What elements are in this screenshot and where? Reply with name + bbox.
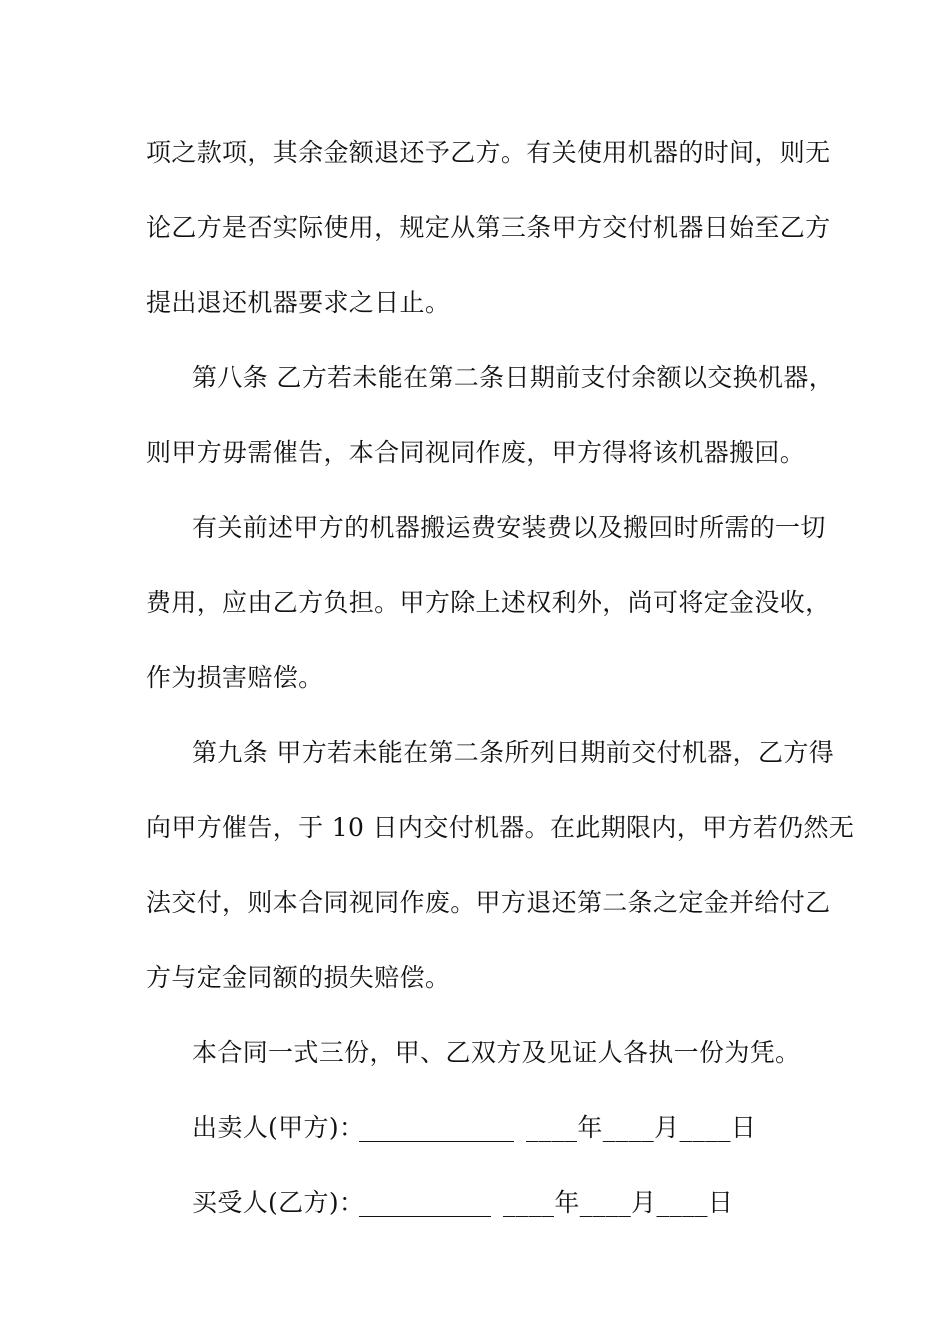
clause-8-line-1: 第八条 乙方若未能在第二条日期前支付余额以交换机器， [192, 363, 835, 392]
copies-clause: 本合同一式三份，甲、乙双方及见证人各执一份为凭。 [192, 1038, 801, 1067]
clause-9-line-2: 向甲方催告，于 10 日内交付机器。在此期限内，甲方若仍然无 [146, 813, 855, 842]
clause-8-paragraph-2-line-3: 作为损害赔偿。 [146, 663, 324, 692]
clause-8-paragraph-2-line-1: 有关前述甲方的机器搬运费安装费以及搬回时所需的一切 [192, 513, 826, 542]
seller-signature-row [0, 1111, 950, 1145]
body-line-3: 提出退还机器要求之日止。 [146, 288, 451, 317]
seller-signature-label: 出卖人(甲方)： [192, 1113, 365, 1142]
clause-8-paragraph-2-line-2: 费用，应由乙方负担。甲方除上述权利外，尚可将定金没收， [146, 588, 831, 617]
clause-9-line-3: 法交付，则本合同视同作废。甲方退还第二条之定金并给付乙 [146, 888, 831, 917]
clause-9-line-4: 方与定金同额的损失赔偿。 [146, 963, 451, 992]
body-line-1: 项之款项，其余金额退还予乙方。有关使用机器的时间，则无 [146, 138, 831, 167]
buyer-signature-label: 买受人(乙方)： [192, 1188, 365, 1217]
seller-signature-date: ____年____月____日 [526, 1113, 757, 1142]
buyer-signature-blank [359, 1192, 491, 1217]
body-line-2: 论乙方是否实际使用，规定从第三条甲方交付机器日始至乙方 [146, 213, 831, 242]
buyer-signature-date: ____年____月____日 [503, 1188, 734, 1217]
buyer-signature-row [0, 1186, 950, 1220]
clause-9-line-1: 第九条 甲方若未能在第二条所列日期前交付机器，乙方得 [192, 738, 835, 767]
clause-8-line-2: 则甲方毋需催告，本合同视同作废，甲方得将该机器搬回。 [146, 438, 806, 467]
seller-signature-blank [359, 1117, 514, 1142]
